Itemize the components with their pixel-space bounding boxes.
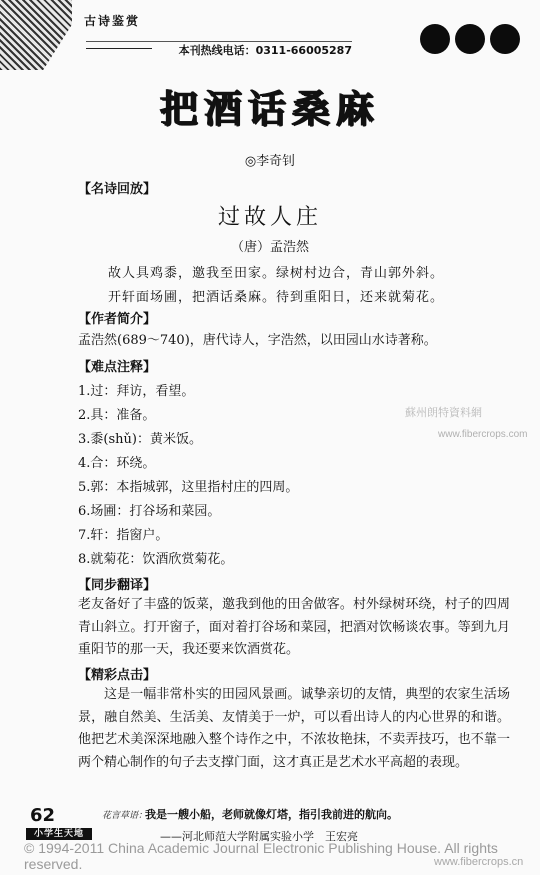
motto-text: 我是一艘小船，老师就像灯塔，指引我前进的航向。 — [145, 808, 398, 821]
poem-author: （唐）孟浩然 — [230, 240, 309, 255]
note-item: 8.就菊花：饮酒欣赏菊花。 — [78, 552, 234, 567]
watermark-url-footer: www.fibercrops.cn — [434, 856, 524, 868]
motto-label: 花言草语： — [102, 811, 148, 821]
note-item: 2.具：准备。 — [78, 408, 156, 423]
section-heading-comment: 【精彩点击】 — [78, 668, 157, 683]
note-item: 3.黍(shǔ)：黄米饭。 — [78, 432, 202, 447]
poem-line: 开轩面场圃，把酒话桑麻。待到重阳日，还来就菊花。 — [108, 290, 445, 305]
copyright-notice: © 1994-2011 China Academic Journal Electronic Publishing House. All rights reserved. — [24, 840, 498, 872]
hotline-text: 本刊热线电话：0311-66005287 — [86, 41, 352, 58]
note-item: 7.轩：指窗户。 — [78, 528, 169, 543]
column-name: 古诗鉴赏 — [84, 14, 141, 28]
page-number: 62 — [30, 805, 56, 826]
translation-paragraph: 老友备好了丰盛的饭菜，邀我到他的田舍做客。村外绿树环绕，村子的四周青山斜立。打开窗子，面对着打谷场和菜园，把酒对饮畅谈农事。等到九月重阳节的那一天，我还要来饮酒赏花。 — [78, 597, 510, 657]
comment-paragraph: 这是一幅非常朴实的田园风景画。诚挚亲切的友情，典型的农家生活场景，融自然美、生活美、友情美于一炉，可以看出诗人的内心世界的和谐。他把艺术美深深地融入整个诗作之中，不浓妆艳抹，不卖弄技巧，也不靠一两个精心制作的句子去支撑门面，这才真正是艺术水平高超的表现。 — [78, 687, 510, 770]
article-author: ◎李奇钊 — [244, 154, 296, 169]
poem-line: 故人具鸡黍，邀我至田家。绿树村边合，青山郭外斜。 — [108, 266, 445, 281]
watermark-text: 蘇州朗特資料網 — [405, 406, 482, 419]
poem-title: 过故人庄 — [217, 205, 322, 230]
article-title: 把酒话桑麻 — [159, 87, 380, 131]
author-intro-text: 孟浩然(689～740)，唐代诗人，字浩然，以田园山水诗著称。 — [78, 333, 437, 348]
note-item: 4.合：环绕。 — [78, 456, 156, 471]
header-dots — [420, 24, 520, 54]
note-item: 5.郭：本指城郭，这里指村庄的四周。 — [78, 480, 299, 495]
decor-dot — [490, 24, 520, 54]
watermark-url: www.fibercrops.com — [438, 429, 528, 440]
note-item: 6.场圃：打谷场和菜园。 — [78, 504, 221, 519]
section-heading-notes: 【难点注释】 — [78, 360, 157, 375]
footer-strip: 小学生天地 — [26, 828, 92, 840]
section-heading-author: 【作者简介】 — [78, 312, 157, 327]
motto-author: ——河北师范大学附属实验小学 王宏亮 — [160, 830, 358, 843]
section-heading-translation: 【同步翻译】 — [78, 578, 157, 593]
decor-dot — [420, 24, 450, 54]
note-item: 1.过：拜访，看望。 — [78, 384, 195, 399]
section-heading-recall: 【名诗回放】 — [78, 182, 157, 197]
header-corner-pattern — [0, 0, 72, 70]
decor-dot — [455, 24, 485, 54]
